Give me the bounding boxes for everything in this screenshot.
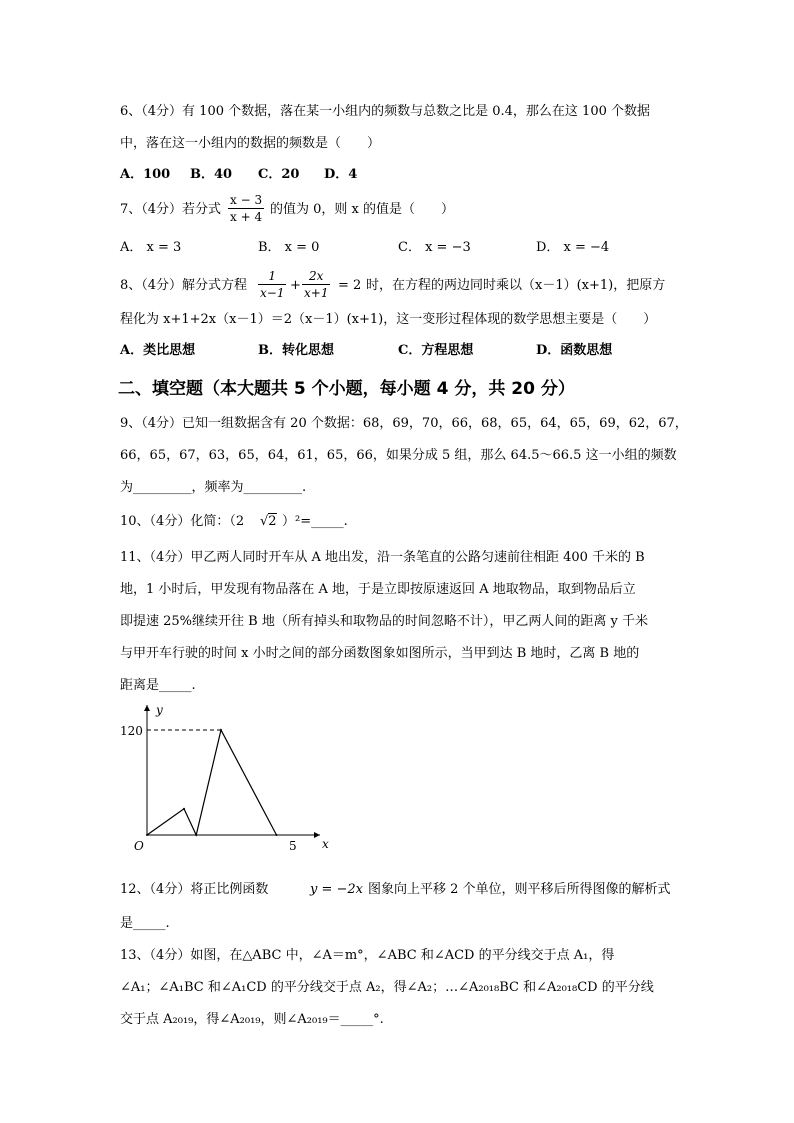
q8-prefix: 8、（4分）解分式方程: [120, 278, 248, 293]
q11-line-2: 地，1 小时后，甲发现有物品落在 A 地，于是立即按原速返回 A 地取物品，取到物品后立: [120, 582, 636, 597]
q9-line-2: 66，65，67，63，65，64，61，65，66，如果分成 5 组，那么 64.5～66.5 这一小组的频数: [120, 448, 677, 463]
q8-fraction-1: [258, 268, 286, 301]
x-axis-label: x: [322, 837, 329, 851]
y-tick-120: 120: [120, 724, 143, 738]
q11-line-3: 即提速 25%继续开往 B 地（所有掉头和取物品的时间忽略不计），甲乙两人间的距离 y 千米: [120, 614, 648, 629]
q8-f2-numerator: 2x: [302, 268, 330, 285]
q6-option-b: B．40: [190, 167, 233, 182]
q8-option-b: B．转化思想: [258, 343, 334, 358]
q11-line-1: 11、（4分）甲乙两人同时开车从 A 地出发，沿一条笔直的公路匀速前往相距 400 千米的 B: [120, 550, 645, 565]
q13-line-3: 交于点 A₂₀₁₉，得∠A₂₀₁₉，则∠A₂₀₁₉＝_____°.: [120, 1012, 384, 1027]
q7-prefix: 7、（4分）若分式: [120, 202, 222, 217]
data-point-4: [276, 834, 278, 836]
q11-line-5: 距离是_____.: [120, 678, 196, 693]
q6-option-c: C．20: [258, 167, 300, 182]
q10-sqrt: [260, 512, 277, 532]
q6-option-a: A．100: [120, 167, 171, 182]
q7-option-a: A． x = 3: [120, 240, 182, 255]
data-point-2: [195, 834, 197, 836]
q7-option-d: D． x = −4: [536, 240, 610, 255]
q11-line-4: 与甲开车行驶的时间 x 小时之间的部分函数图象如图所示，当甲到达 B 地时，乙离 B 地的: [120, 646, 640, 661]
y-axis-label: y: [156, 703, 163, 717]
q12-line-2: 是_____.: [120, 916, 170, 931]
q8-f1-numerator: 1: [258, 268, 286, 285]
q9-line-1: 9、（4分）已知一组数据含有 20 个数据：68，69，70，66，68，65，64，65，69，62，67，: [120, 416, 688, 431]
q6-option-d: D．4: [324, 167, 358, 182]
q8-f2-denominator: x+1: [304, 286, 329, 300]
section-2-heading: 二、填空题（本大题共 5 个小题，每小题 4 分，共 20 分）: [118, 379, 575, 399]
q7-suffix: 的值为 0，则 x 的值是（ ）: [270, 202, 454, 217]
q12-suffix: 图象向上平移 2 个单位，则平移后所得图像的解析式: [368, 882, 671, 897]
q8-plus: +: [290, 278, 301, 293]
q8-option-d: D．函数思想: [536, 343, 613, 358]
q7-option-b: B． x = 0: [258, 240, 320, 255]
q9-line-3: 为_________，频率为_________.: [120, 480, 307, 495]
q8-suffix: 时，在方程的两边同时乘以（x－1）(x+1)，把原方: [366, 278, 666, 293]
q8-fraction-2: [302, 268, 330, 301]
q10-suffix: ）²=_____.: [282, 514, 348, 529]
series-line: [147, 730, 277, 835]
q10-radicand: 2: [268, 514, 277, 529]
sqrt-symbol: √: [260, 514, 269, 529]
q7-fraction: [228, 192, 264, 225]
q8-f1-denominator: x−1: [260, 286, 285, 300]
q6-line-2: 中，落在这一小组内的数据的频数是（ ）: [120, 136, 381, 151]
q12-function: y = −2x: [310, 882, 363, 897]
q13-line-2: ∠A₁；∠A₁BC 和∠A₁CD 的平分线交于点 A₂，得∠A₂；…∠A₂₀₁₈BC 和∠A₂₀₁₈CD 的平分线: [120, 980, 654, 995]
distance-time-graph: [112, 700, 352, 860]
q6-line-1: 6、（4分）有 100 个数据，落在某一小组内的频数与总数之比是 0.4，那么在这 100 个数据: [120, 104, 651, 119]
q12-prefix: 12、（4分）将正比例函数: [120, 882, 269, 897]
q7-numerator: x − 3: [230, 193, 263, 207]
x-tick-5: 5: [289, 839, 297, 853]
data-point-0: [146, 834, 148, 836]
data-point-1: [183, 808, 185, 810]
q7-option-c: C． x = −3: [398, 240, 471, 255]
data-point-3: [220, 729, 222, 731]
q8-equals: = 2: [338, 278, 362, 293]
q8-option-c: C．方程思想: [398, 343, 474, 358]
origin-label: O: [134, 839, 144, 853]
q8-option-a: A．类比思想: [120, 343, 196, 358]
q7-denominator: x + 4: [230, 210, 263, 224]
q13-line-1: 13、（4分）如图，在△ABC 中，∠A＝m°，∠ABC 和∠ACD 的平分线交于点 A₁，得: [120, 948, 615, 963]
q10-prefix: 10、（4分）化简：（2: [120, 514, 245, 529]
q8-line-2: 程化为 x+1+2x（x－1）＝2（x－1）(x+1)，这一变形过程体现的数学思想主要是（ ）: [120, 312, 657, 327]
